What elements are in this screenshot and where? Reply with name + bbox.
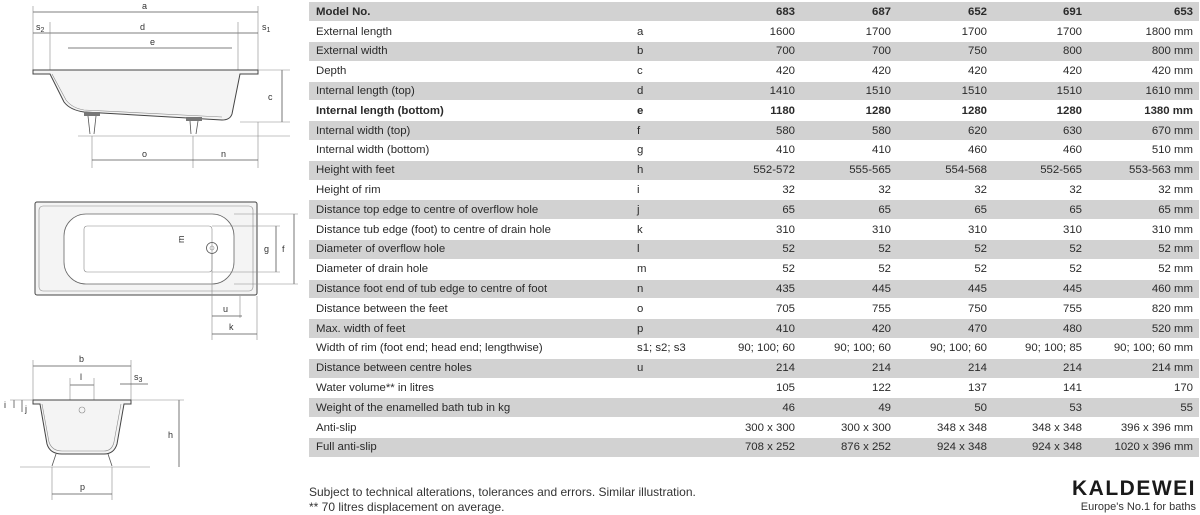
table-row	[309, 42, 1199, 62]
row-label: Height with feet	[309, 160, 623, 180]
row-value: 1380 mm	[1088, 101, 1199, 121]
dim-label-k: k	[229, 322, 234, 332]
row-value: 105	[705, 378, 801, 398]
row-value: 52 mm	[1088, 259, 1199, 279]
row-value: 555-565	[801, 160, 897, 180]
row-value: 1180	[705, 101, 801, 121]
brand-tagline: Europe's No.1 for baths	[1080, 501, 1196, 513]
table-row	[309, 200, 1199, 220]
row-dimension-key	[623, 418, 705, 438]
table-row	[309, 220, 1199, 240]
table-row	[309, 81, 1199, 101]
table-row	[309, 22, 1199, 42]
dim-label-d: d	[140, 22, 146, 32]
row-value: 52	[705, 259, 801, 279]
row-dimension-key: p	[623, 319, 705, 339]
row-dimension-key: a	[623, 22, 705, 42]
table-row	[309, 240, 1199, 260]
header-label: Model No.	[309, 2, 623, 22]
table-row	[309, 299, 1199, 319]
row-value: 1700	[801, 22, 897, 42]
table-row	[309, 438, 1199, 458]
row-dimension-key	[623, 438, 705, 458]
table-row	[309, 279, 1199, 299]
row-value: 1510	[993, 81, 1088, 101]
row-value: 755	[801, 299, 897, 319]
row-value: 700	[801, 42, 897, 62]
row-value: 1700	[993, 22, 1088, 42]
row-value: 90; 100; 60	[897, 339, 993, 359]
table-row	[309, 101, 1199, 121]
row-value: 348 x 348	[897, 418, 993, 438]
row-value: 52	[993, 259, 1088, 279]
row-label: Internal length (bottom)	[309, 101, 623, 121]
row-label: Depth	[309, 61, 623, 81]
row-value: 435	[705, 279, 801, 299]
row-value: 170	[1088, 378, 1199, 398]
cross-section-drawing	[4, 354, 184, 500]
row-value: 445	[993, 279, 1088, 299]
row-value: 620	[897, 121, 993, 141]
table-row	[309, 319, 1199, 339]
row-dimension-key: c	[623, 61, 705, 81]
table-row	[309, 358, 1199, 378]
row-dimension-key: i	[623, 180, 705, 200]
row-value: 750	[897, 42, 993, 62]
dim-label-c: c	[268, 92, 273, 102]
dim-label-b: b	[79, 354, 85, 364]
table-row	[309, 259, 1199, 279]
row-value: 90; 100; 60	[801, 339, 897, 359]
row-dimension-key: j	[623, 200, 705, 220]
dim-label-o: o	[142, 149, 148, 159]
row-value: 348 x 348	[993, 418, 1088, 438]
brand-block	[1072, 478, 1196, 514]
row-value: 470	[897, 319, 993, 339]
row-value: 410	[705, 319, 801, 339]
model-number-header: 653	[1088, 2, 1199, 22]
dim-label-m: m	[176, 235, 186, 243]
row-value: 214	[705, 358, 801, 378]
row-value: 750	[897, 299, 993, 319]
row-value: 1280	[801, 101, 897, 121]
row-value: 1510	[801, 81, 897, 101]
row-value: 800	[993, 42, 1088, 62]
row-value: 552-565	[993, 160, 1088, 180]
row-dimension-key: d	[623, 81, 705, 101]
row-dimension-key: b	[623, 42, 705, 62]
row-dimension-key: f	[623, 121, 705, 141]
brand-logo: KALDEWEI	[1072, 477, 1196, 500]
row-dimension-key	[623, 378, 705, 398]
row-dimension-key	[623, 398, 705, 418]
row-value: 65	[993, 200, 1088, 220]
dim-label-h: h	[168, 430, 174, 440]
row-value: 705	[705, 299, 801, 319]
row-value: 52	[897, 259, 993, 279]
row-value: 214	[801, 358, 897, 378]
technical-drawings	[0, 0, 300, 514]
dim-label-p: p	[80, 482, 86, 492]
row-value: 553-563 mm	[1088, 160, 1199, 180]
row-value: 90; 100; 85	[993, 339, 1088, 359]
row-label: Internal length (top)	[309, 81, 623, 101]
row-dimension-key: u	[623, 358, 705, 378]
row-value: 420	[705, 61, 801, 81]
row-value: 52 mm	[1088, 240, 1199, 260]
row-value: 300 x 300	[705, 418, 801, 438]
row-value: 420	[801, 61, 897, 81]
table-row	[309, 398, 1199, 418]
row-label: Anti-slip	[309, 418, 623, 438]
dim-label-i: i	[4, 400, 6, 410]
dim-label-n: n	[221, 149, 227, 159]
row-value: 445	[897, 279, 993, 299]
row-value: 52	[897, 240, 993, 260]
dim-label-u: u	[223, 304, 229, 314]
row-value: 137	[897, 378, 993, 398]
row-value: 1700	[897, 22, 993, 42]
row-value: 580	[801, 121, 897, 141]
row-label: Water volume** in litres	[309, 378, 623, 398]
row-value: 1020 x 396 mm	[1088, 438, 1199, 458]
row-label: Diameter of drain hole	[309, 259, 623, 279]
row-value: 1610 mm	[1088, 81, 1199, 101]
row-value: 46	[705, 398, 801, 418]
row-value: 410	[801, 141, 897, 161]
row-value: 1600	[705, 22, 801, 42]
row-value: 820 mm	[1088, 299, 1199, 319]
row-value: 420	[897, 61, 993, 81]
row-value: 52	[801, 240, 897, 260]
row-dimension-key: o	[623, 299, 705, 319]
row-value: 50	[897, 398, 993, 418]
footnote-water-displacement: ** 70 litres displacement on average.	[309, 500, 505, 514]
row-label: Distance foot end of tub edge to centre of foot	[309, 279, 623, 299]
row-value: 1800 mm	[1088, 22, 1199, 42]
row-value: 410	[705, 141, 801, 161]
row-label: Max. width of feet	[309, 319, 623, 339]
row-dimension-key: e	[623, 101, 705, 121]
row-dimension-key: m	[623, 259, 705, 279]
row-value: 420	[801, 319, 897, 339]
row-value: 32	[705, 180, 801, 200]
row-value: 670 mm	[1088, 121, 1199, 141]
table-row	[309, 339, 1199, 359]
row-dimension-key: s1; s2; s3	[623, 339, 705, 359]
footnotes	[309, 485, 696, 515]
row-dimension-key: l	[623, 240, 705, 260]
row-dimension-key: k	[623, 220, 705, 240]
row-value: 460	[993, 141, 1088, 161]
row-dimension-key: h	[623, 160, 705, 180]
row-label: Distance top edge to centre of overflow hole	[309, 200, 623, 220]
row-value: 310	[705, 220, 801, 240]
model-number-header: 691	[993, 2, 1088, 22]
row-value: 800 mm	[1088, 42, 1199, 62]
row-label: Height of rim	[309, 180, 623, 200]
side-view-drawing	[33, 1, 290, 168]
row-value: 52	[705, 240, 801, 260]
row-value: 552-572	[705, 160, 801, 180]
row-value: 32	[897, 180, 993, 200]
row-value: 420	[993, 61, 1088, 81]
row-label: Distance tub edge (foot) to centre of drain hole	[309, 220, 623, 240]
row-value: 396 x 396 mm	[1088, 418, 1199, 438]
dim-label-a: a	[142, 1, 148, 11]
row-value: 90; 100; 60	[705, 339, 801, 359]
row-value: 300 x 300	[801, 418, 897, 438]
row-label: Full anti-slip	[309, 438, 623, 458]
row-value: 65	[705, 200, 801, 220]
row-label: Distance between centre holes	[309, 358, 623, 378]
row-value: 755	[993, 299, 1088, 319]
row-value: 310 mm	[1088, 220, 1199, 240]
row-value: 49	[801, 398, 897, 418]
dim-label-f: f	[282, 244, 285, 254]
row-value: 32	[801, 180, 897, 200]
row-value: 700	[705, 42, 801, 62]
row-label: Diameter of overflow hole	[309, 240, 623, 260]
table-row	[309, 61, 1199, 81]
top-view-drawing	[35, 202, 298, 340]
row-value: 1510	[897, 81, 993, 101]
row-value: 460 mm	[1088, 279, 1199, 299]
dim-label-s1: $s_1$	[262, 22, 271, 34]
row-value: 445	[801, 279, 897, 299]
row-value: 1280	[993, 101, 1088, 121]
row-value: 1280	[897, 101, 993, 121]
row-label: Distance between the feet	[309, 299, 623, 319]
specification-table	[309, 2, 1199, 458]
specification-table-body	[309, 2, 1199, 457]
dim-label-s2: $s_2$	[36, 22, 45, 34]
row-value: 65	[897, 200, 993, 220]
row-value: 580	[705, 121, 801, 141]
row-value: 510 mm	[1088, 141, 1199, 161]
row-value: 460	[897, 141, 993, 161]
row-label: Width of rim (foot end; head end; lengthwise)	[309, 339, 623, 359]
row-value: 708 x 252	[705, 438, 801, 458]
dim-label-l: l	[80, 372, 82, 382]
row-label: Internal width (top)	[309, 121, 623, 141]
table-header-row	[309, 2, 1199, 22]
row-value: 32	[993, 180, 1088, 200]
table-row	[309, 418, 1199, 438]
table-row	[309, 180, 1199, 200]
row-value: 1410	[705, 81, 801, 101]
row-value: 214 mm	[1088, 358, 1199, 378]
row-dimension-key: n	[623, 279, 705, 299]
row-label: Internal width (bottom)	[309, 141, 623, 161]
row-value: 32 mm	[1088, 180, 1199, 200]
table-row	[309, 141, 1199, 161]
row-value: 52	[993, 240, 1088, 260]
row-value: 310	[897, 220, 993, 240]
table-row	[309, 160, 1199, 180]
row-value: 310	[801, 220, 897, 240]
row-value: 65	[801, 200, 897, 220]
row-value: 55	[1088, 398, 1199, 418]
row-value: 122	[801, 378, 897, 398]
row-value: 214	[897, 358, 993, 378]
row-label: External width	[309, 42, 623, 62]
footnote-disclaimer: Subject to technical alterations, tolerances and errors. Similar illustration.	[309, 485, 696, 499]
row-value: 53	[993, 398, 1088, 418]
dim-label-e: e	[150, 37, 156, 47]
dim-label-j: j	[25, 404, 27, 414]
row-value: 554-568	[897, 160, 993, 180]
row-dimension-key: g	[623, 141, 705, 161]
table-row	[309, 121, 1199, 141]
row-value: 924 x 348	[993, 438, 1088, 458]
model-number-header: 683	[705, 2, 801, 22]
dim-label-s3: $s_3$	[134, 372, 143, 384]
row-value: 520 mm	[1088, 319, 1199, 339]
row-value: 90; 100; 60 mm	[1088, 339, 1199, 359]
row-value: 65 mm	[1088, 200, 1199, 220]
row-value: 480	[993, 319, 1088, 339]
row-label: External length	[309, 22, 623, 42]
row-value: 214	[993, 358, 1088, 378]
model-number-header: 652	[897, 2, 993, 22]
row-value: 310	[993, 220, 1088, 240]
dim-label-g: g	[264, 244, 270, 254]
row-value: 876 x 252	[801, 438, 897, 458]
row-label: Weight of the enamelled bath tub in kg	[309, 398, 623, 418]
row-value: 52	[801, 259, 897, 279]
header-key-cell	[623, 2, 705, 22]
model-number-header: 687	[801, 2, 897, 22]
table-row	[309, 378, 1199, 398]
row-value: 141	[993, 378, 1088, 398]
row-value: 420 mm	[1088, 61, 1199, 81]
row-value: 630	[993, 121, 1088, 141]
row-value: 924 x 348	[897, 438, 993, 458]
